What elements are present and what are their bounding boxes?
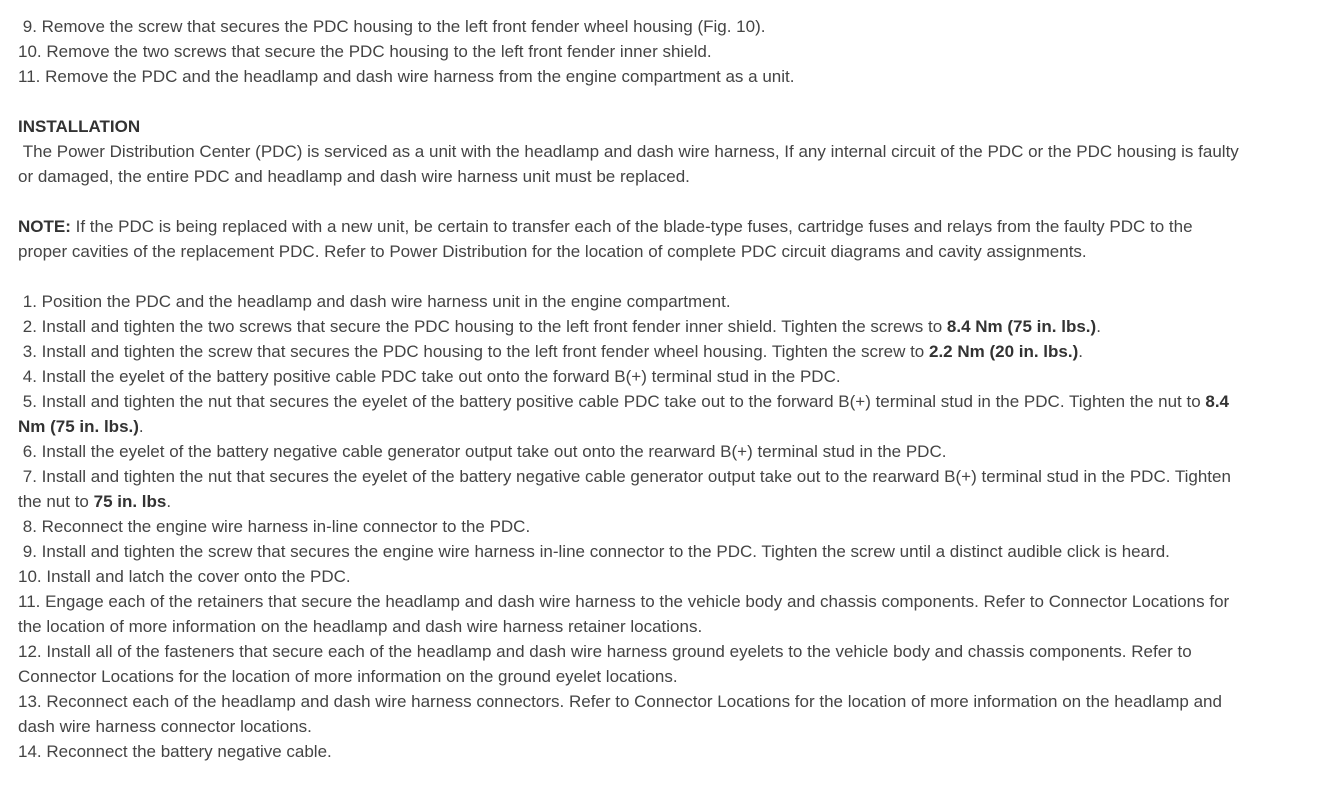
install-step-text: 7. Install and tighten the nut that secures the eyelet of the battery negative cable generator output take out to the rearward B(+) terminal stud in the PDC. Tighten the nut to (18, 467, 1236, 511)
removal-step: 9. Remove the screw that secures the PDC housing to the left front fender wheel housing (Fig. 10). (18, 17, 766, 36)
install-step-text: 1. Position the PDC and the headlamp and dash wire harness unit in the engine compartment. (18, 292, 731, 311)
install-step (18, 364, 1240, 389)
install-step-text: 6. Install the eyelet of the battery negative cable generator output take out onto the rearward B(+) terminal stud in the PDC. (18, 442, 947, 461)
install-step-text: 5. Install and tighten the nut that secures the eyelet of the battery positive cable PDC take out to the forward B(+) terminal stud in the PDC. Tighten the nut to (18, 392, 1206, 411)
install-step-text: 3. Install and tighten the screw that secures the PDC housing to the left front fender wheel housing. Tighten the screw to (18, 342, 929, 361)
install-step (18, 589, 1240, 639)
install-step-end: . (166, 492, 172, 511)
install-step (18, 289, 1240, 314)
install-step-end: . (138, 417, 144, 436)
note-paragraph (18, 214, 1240, 264)
installation-intro: The Power Distribution Center (PDC) is serviced as a unit with the headlamp and dash wire harness, If any internal circuit of the PDC or the PDC housing is faulty or damaged, the entire PDC and headlamp and dash wire harness unit must be replaced. (18, 142, 1244, 186)
torque-spec: 8.4 Nm (75 in. lbs.) (946, 317, 1097, 336)
install-step (18, 439, 1240, 464)
removal-step: 10. Remove the two screws that secure the PDC housing to the left front fender inner shield. (18, 42, 712, 61)
install-step (18, 639, 1240, 689)
torque-spec: 75 in. lbs (93, 492, 167, 511)
spacer (18, 189, 1240, 214)
install-step-text: 8. Reconnect the engine wire harness in-line connector to the PDC. (18, 517, 531, 536)
install-step-text: 12. Install all of the fasteners that secure each of the headlamp and dash wire harness ground eyelets to the vehicle body and chassis components. Refer to Connector Locations for the location of more information on the ground eyelet locations. (18, 642, 1197, 686)
install-step (18, 739, 1240, 764)
install-step-end: . (1096, 317, 1101, 336)
install-step (18, 464, 1240, 514)
install-step-text: 10. Install and latch the cover onto the PDC. (18, 567, 351, 586)
installation-heading: INSTALLATION (18, 117, 141, 136)
install-step (18, 389, 1240, 439)
install-step (18, 539, 1240, 564)
install-step-end: . (1078, 342, 1083, 361)
install-step-text: 2. Install and tighten the two screws that secure the PDC housing to the left front fender inner shield. Tighten the screws to (18, 317, 947, 336)
install-step-text: 13. Reconnect each of the headlamp and dash wire harness connectors. Refer to Connector Locations for the location of more information on the headlamp and dash wire harness connector locations. (18, 692, 1227, 736)
document-body (18, 14, 1244, 764)
removal-step: 11. Remove the PDC and the headlamp and dash wire harness from the engine compartment as a unit. (18, 67, 795, 86)
install-step (18, 514, 1240, 539)
install-step-text: 11. Engage each of the retainers that secure the headlamp and dash wire harness to the vehicle body and chassis components. Refer to Connector Locations for the location of more information on the headlamp and dash wire harness retainer locations. (18, 592, 1234, 636)
install-step (18, 689, 1240, 739)
install-step (18, 564, 1240, 589)
note-label: NOTE: (18, 217, 71, 236)
spacer (18, 89, 1240, 114)
spacer (18, 264, 1240, 289)
install-step (18, 314, 1240, 339)
note-text: If the PDC is being replaced with a new unit, be certain to transfer each of the blade-type fuses, cartridge fuses and relays from the faulty PDC to the proper cavities of the replacement PDC. Refer to Power Distribution for the location of complete PDC circuit diagrams and cavity assignments. (18, 217, 1198, 261)
torque-spec: 2.2 Nm (20 in. lbs.) (928, 342, 1079, 361)
install-step-text: 9. Install and tighten the screw that secures the engine wire harness in-line connector to the PDC. Tighten the screw until a distinct audible click is heard. (18, 542, 1170, 561)
install-step-text: 4. Install the eyelet of the battery positive cable PDC take out onto the forward B(+) terminal stud in the PDC. (18, 367, 841, 386)
torque-spec: 8.4 Nm (75 in. lbs.) (18, 392, 1234, 436)
install-step-text: 14. Reconnect the battery negative cable. (18, 742, 332, 761)
install-step (18, 339, 1240, 364)
